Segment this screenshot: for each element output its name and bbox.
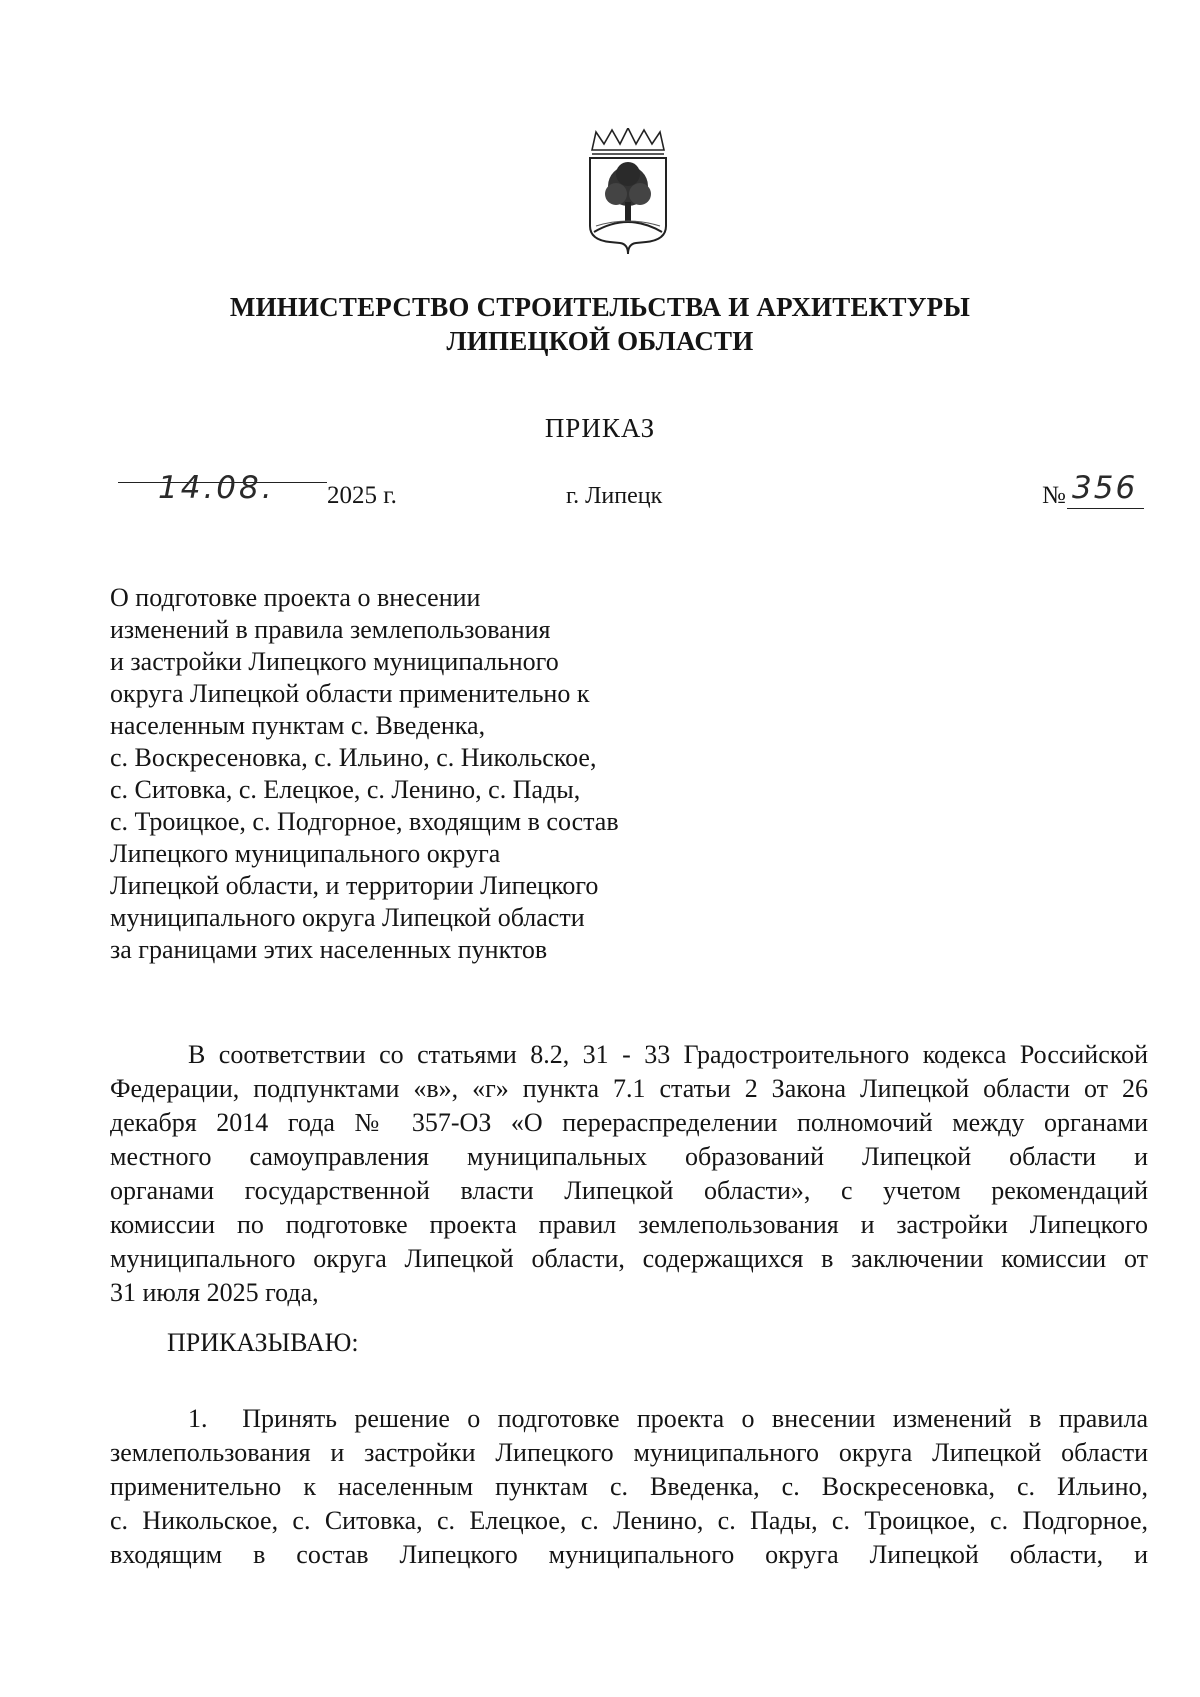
preamble-line: декабря 2014 года № 357-ОЗ «О перераспределении полномочий между органами [110, 1108, 1148, 1137]
city: г. Липецк [566, 483, 663, 509]
subject-line: за границами этих населенных пунктов [110, 935, 548, 964]
subject-line: с. Троицкое, с. Подгорное, входящим в состав [110, 807, 619, 836]
item-line: с. Никольское, с. Ситовка, с. Елецкое, с. Ленино, с. Пады, с. Троицкое, с. Подгорное, [110, 1506, 1148, 1535]
subject-line: Липецкой области, и территории Липецкого [110, 871, 599, 900]
date-year: 2025 г. [327, 482, 397, 509]
number-sign: № [1042, 482, 1066, 509]
preamble-line: Федерации, подпунктами «в», «г» пункта 7.1 статьи 2 Закона Липецкой области от 26 [110, 1074, 1148, 1103]
subject-line: муниципального округа Липецкой области [110, 903, 585, 932]
lipetsk-coat-of-arms-icon [586, 128, 670, 260]
order-word: ПРИКАЗЫВАЮ: [167, 1328, 359, 1357]
item-line: землепользования и застройки Липецкого муниципального округа Липецкой области [110, 1438, 1148, 1467]
subject-block [110, 582, 750, 966]
preamble-line: местного самоуправления муниципальных образований Липецкой области и [110, 1142, 1148, 1171]
subject-line: с. Ситовка, с. Елецкое, с. Ленино, с. Пады, [110, 775, 581, 804]
preamble-line: комиссии по подготовке проекта правил землепользования и застройки Липецкого [110, 1210, 1148, 1239]
date-handwritten: 14.08. [158, 470, 275, 506]
subject-line: населенным пунктам с. Введенка, [110, 711, 486, 740]
number-underline [1067, 508, 1144, 509]
ministry-title-line2: ЛИПЕЦКОЙ ОБЛАСТИ [446, 326, 754, 356]
item-line: входящим в состав Липецкого муниципального округа Липецкой области, и [110, 1540, 1148, 1569]
item-line-text: Принять решение о подготовке проекта о внесении изменений в правила [242, 1404, 1148, 1433]
preamble-line: 31 июля 2025 года, [110, 1278, 319, 1307]
number-handwritten: 356 [1072, 470, 1138, 506]
subject-line: с. Воскресеновка, с. Ильино, с. Никольское, [110, 743, 597, 772]
preamble-paragraph [110, 1038, 1148, 1310]
ministry-title-line1: МИНИСТЕРСТВО СТРОИТЕЛЬСТВА И АРХИТЕКТУРЫ [229, 292, 971, 322]
preamble-line: муниципального округа Липецкой области, содержащихся в заключении комиссии от [110, 1244, 1148, 1273]
item-number: 1. [188, 1404, 208, 1433]
item-line [110, 1402, 1148, 1436]
subject-line: и застройки Липецкого муниципального [110, 647, 559, 676]
subject-line: изменений в правила землепользования [110, 615, 551, 644]
item-line: применительно к населенным пунктам с. Введенка, с. Воскресеновка, с. Ильино, [110, 1472, 1148, 1501]
document-type: ПРИКАЗ [544, 413, 656, 443]
preamble-line: органами государственной власти Липецкой области», с учетом рекомендаций [110, 1176, 1148, 1205]
preamble-line: В соответствии со статьями 8.2, 31 - 33 Градостроительного кодекса Российской [188, 1040, 1148, 1069]
subject-line: Липецкого муниципального округа [110, 839, 501, 868]
subject-line: округа Липецкой области применительно к [110, 679, 590, 708]
order-item-1 [110, 1402, 1148, 1572]
subject-line: О подготовке проекта о внесении [110, 583, 481, 612]
